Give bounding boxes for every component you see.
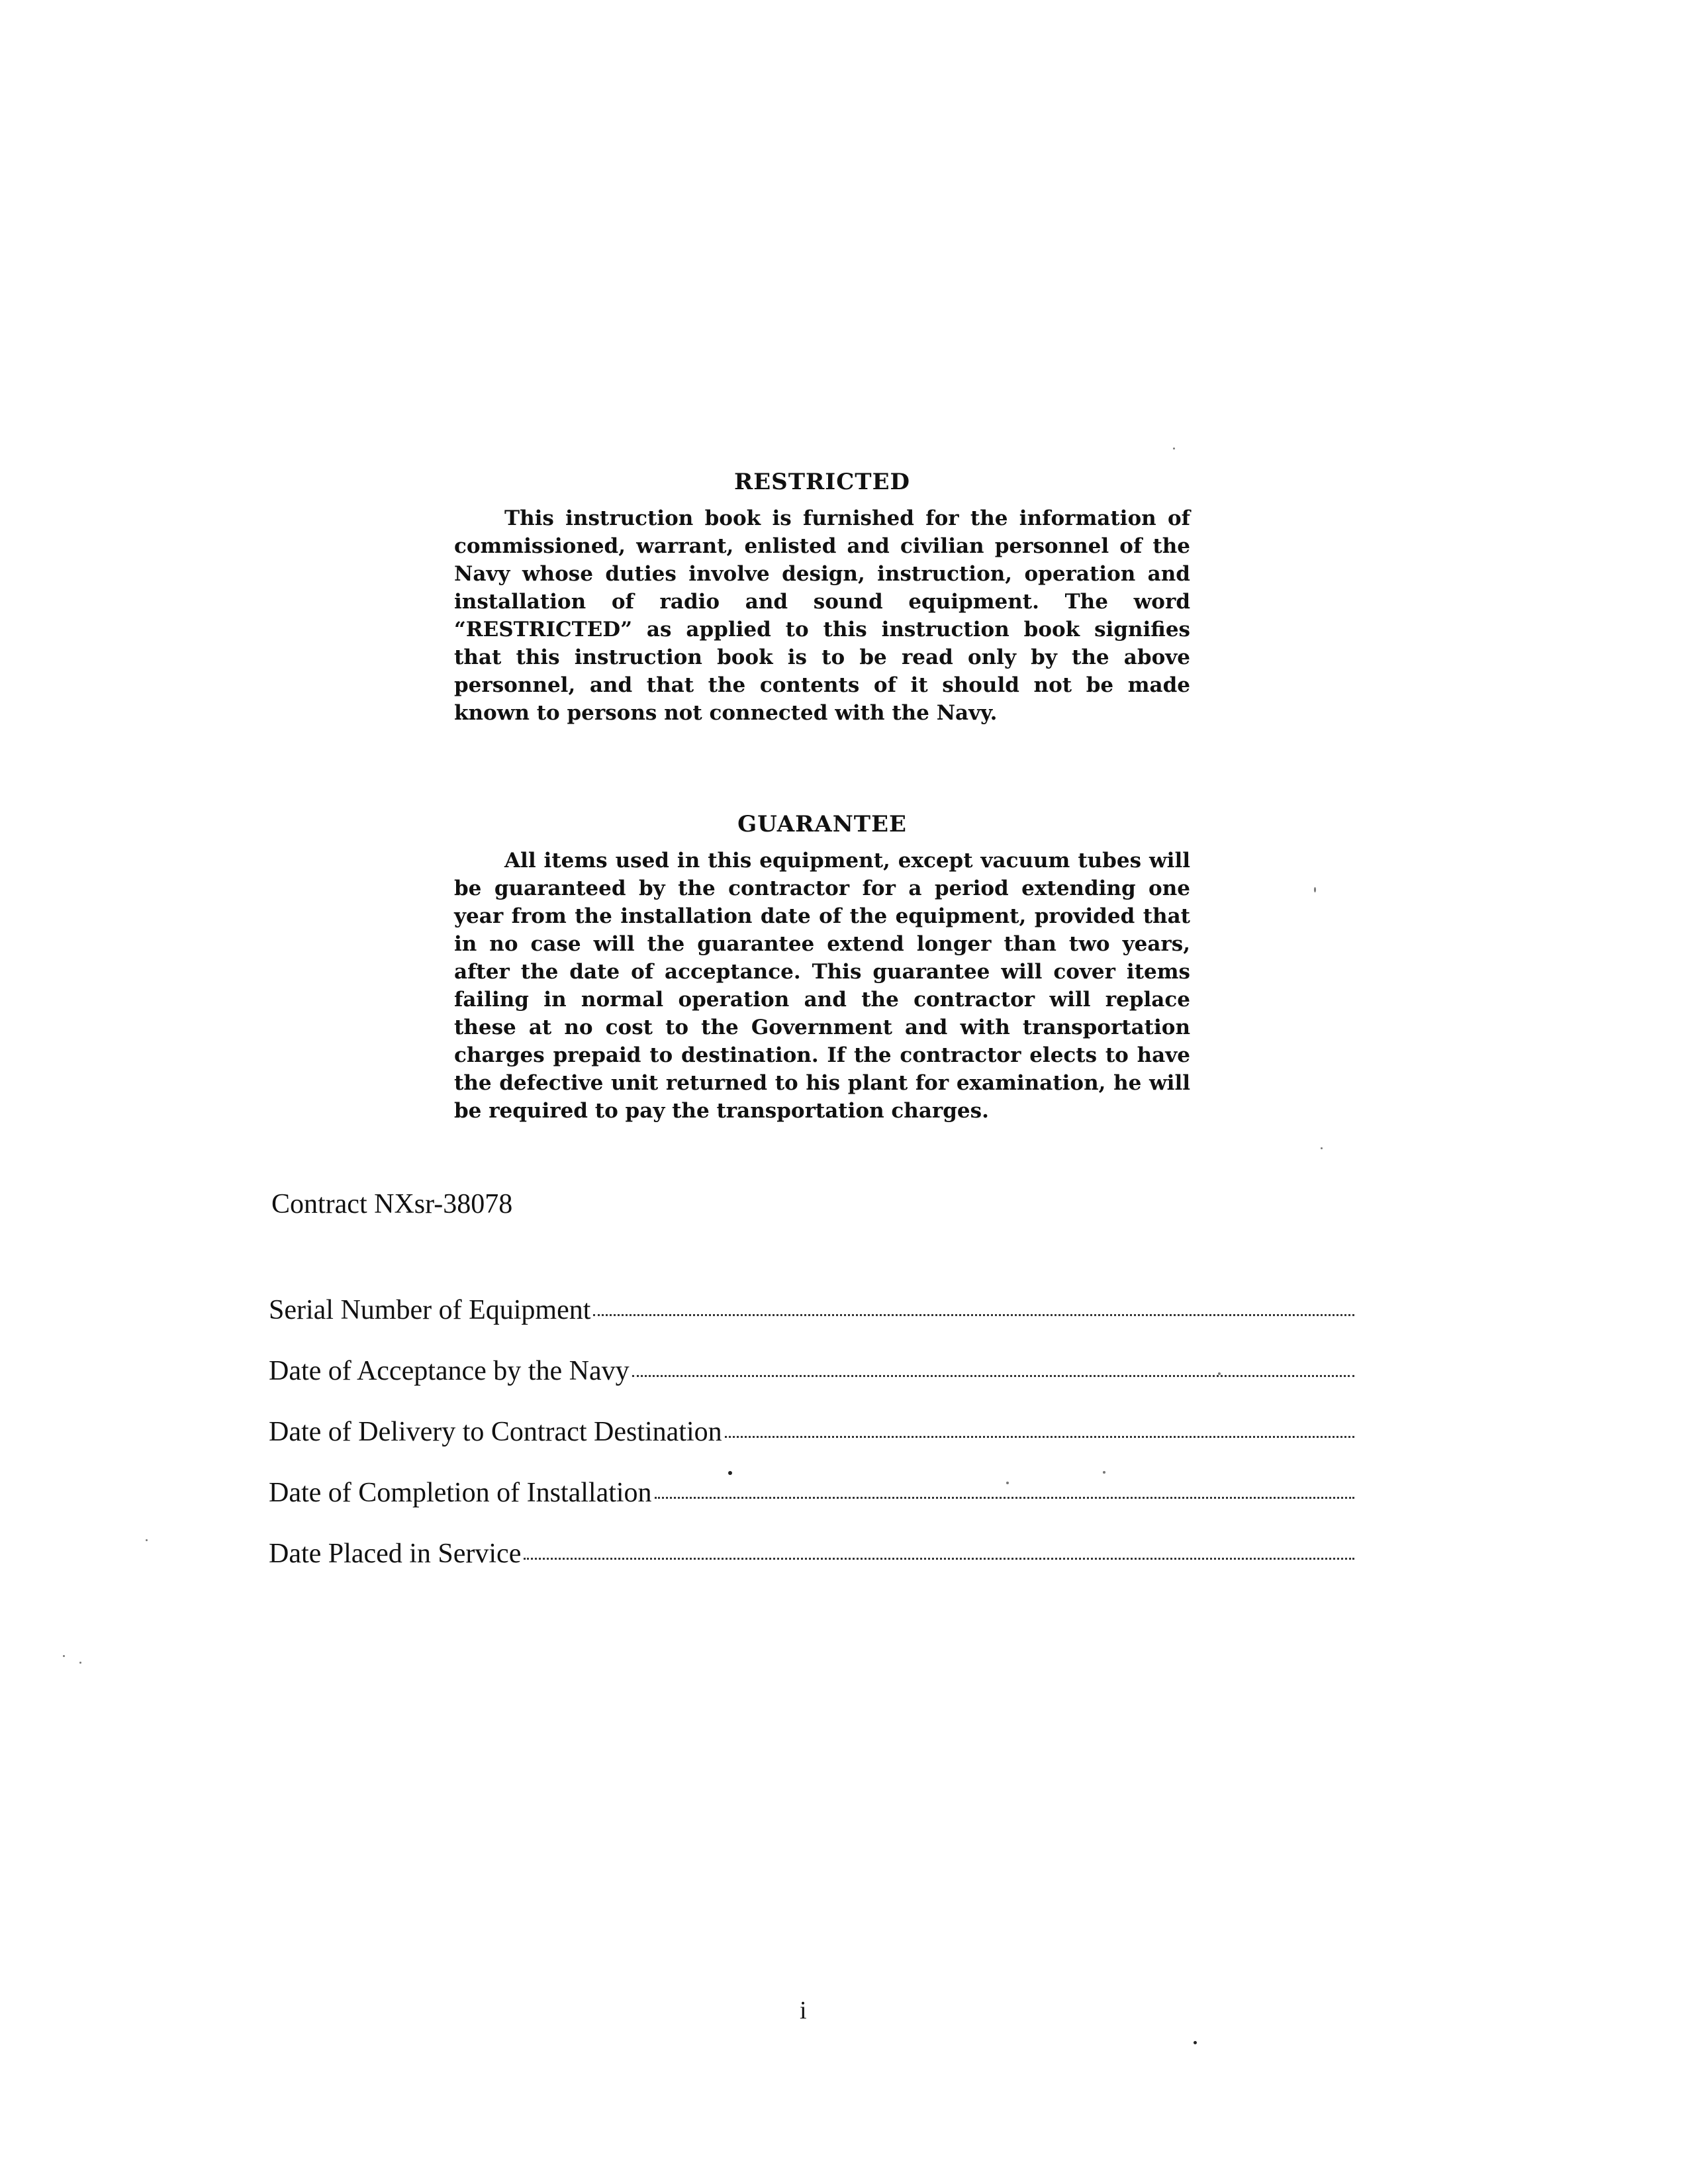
- restricted-paragraph: This instruction book is furnished for the information of commissioned, warrant, enlisted and civilian personnel of the Navy whose duties involve design, instruction, operation and installation of radio and sound equipment. The word “RESTRICTED” as applied to this instruction book signifies that this instruction book is to be read only by the above personnel, and that the contents of it should not be made known to persons not connected with the Navy.: [454, 506, 1190, 725]
- acceptance-date-blank-line: [632, 1374, 1354, 1377]
- equipment-record-form: [269, 1294, 1354, 1599]
- contract-number: Contract NXsr-38078: [271, 1189, 513, 1219]
- serial-number-blank-line: [593, 1313, 1354, 1316]
- delivery-date-label: Date of Delivery to Contract Destination: [269, 1417, 722, 1447]
- acceptance-date-label: Date of Acceptance by the Navy: [269, 1356, 630, 1386]
- page-number: i: [800, 1997, 807, 2024]
- form-row-installation-date: [269, 1477, 1354, 1538]
- scan-speck: [1218, 1372, 1221, 1375]
- guarantee-heading: GUARANTEE: [737, 811, 907, 837]
- restricted-heading: RESTRICTED: [734, 469, 910, 495]
- guarantee-paragraph: All items used in this equipment, except vacuum tubes will be guaranteed by the contractor for a period extending one year from the installation date of the equipment, provided that in no case will the guarantee extend longer than two years, after the date of acceptance. This guarantee will cover items failing in normal operation and the contractor will replace these at no cost to the Government and with transportation charges prepaid to destination. If the contractor elects to have the defective unit returned to his plant for examination, he will be required to pay the transportation charges.: [454, 849, 1190, 1123]
- scan-speck: [1314, 887, 1316, 892]
- scan-speck: [1194, 2041, 1197, 2044]
- scan-speck: [63, 1655, 65, 1657]
- form-row-serial-number: [269, 1294, 1354, 1355]
- scan-speck: [728, 1471, 732, 1475]
- scan-speck: [1173, 448, 1175, 450]
- installation-date-blank-line: [655, 1496, 1354, 1499]
- scan-speck: [1321, 1147, 1323, 1149]
- guarantee-section: [454, 811, 1190, 1125]
- service-date-blank-line: [524, 1557, 1354, 1560]
- serial-number-label: Serial Number of Equipment: [269, 1295, 591, 1325]
- delivery-date-blank-line: [725, 1435, 1354, 1438]
- scan-speck: [1006, 1482, 1009, 1484]
- scan-speck: [79, 1662, 81, 1664]
- restricted-section: [454, 469, 1190, 727]
- scan-speck: [1103, 1471, 1105, 1474]
- service-date-label: Date Placed in Service: [269, 1539, 522, 1569]
- form-row-service-date: [269, 1538, 1354, 1599]
- installation-date-label: Date of Completion of Installation: [269, 1478, 652, 1508]
- scan-speck: [146, 1539, 148, 1541]
- form-row-acceptance-date: [269, 1355, 1354, 1416]
- form-row-delivery-date: [269, 1416, 1354, 1477]
